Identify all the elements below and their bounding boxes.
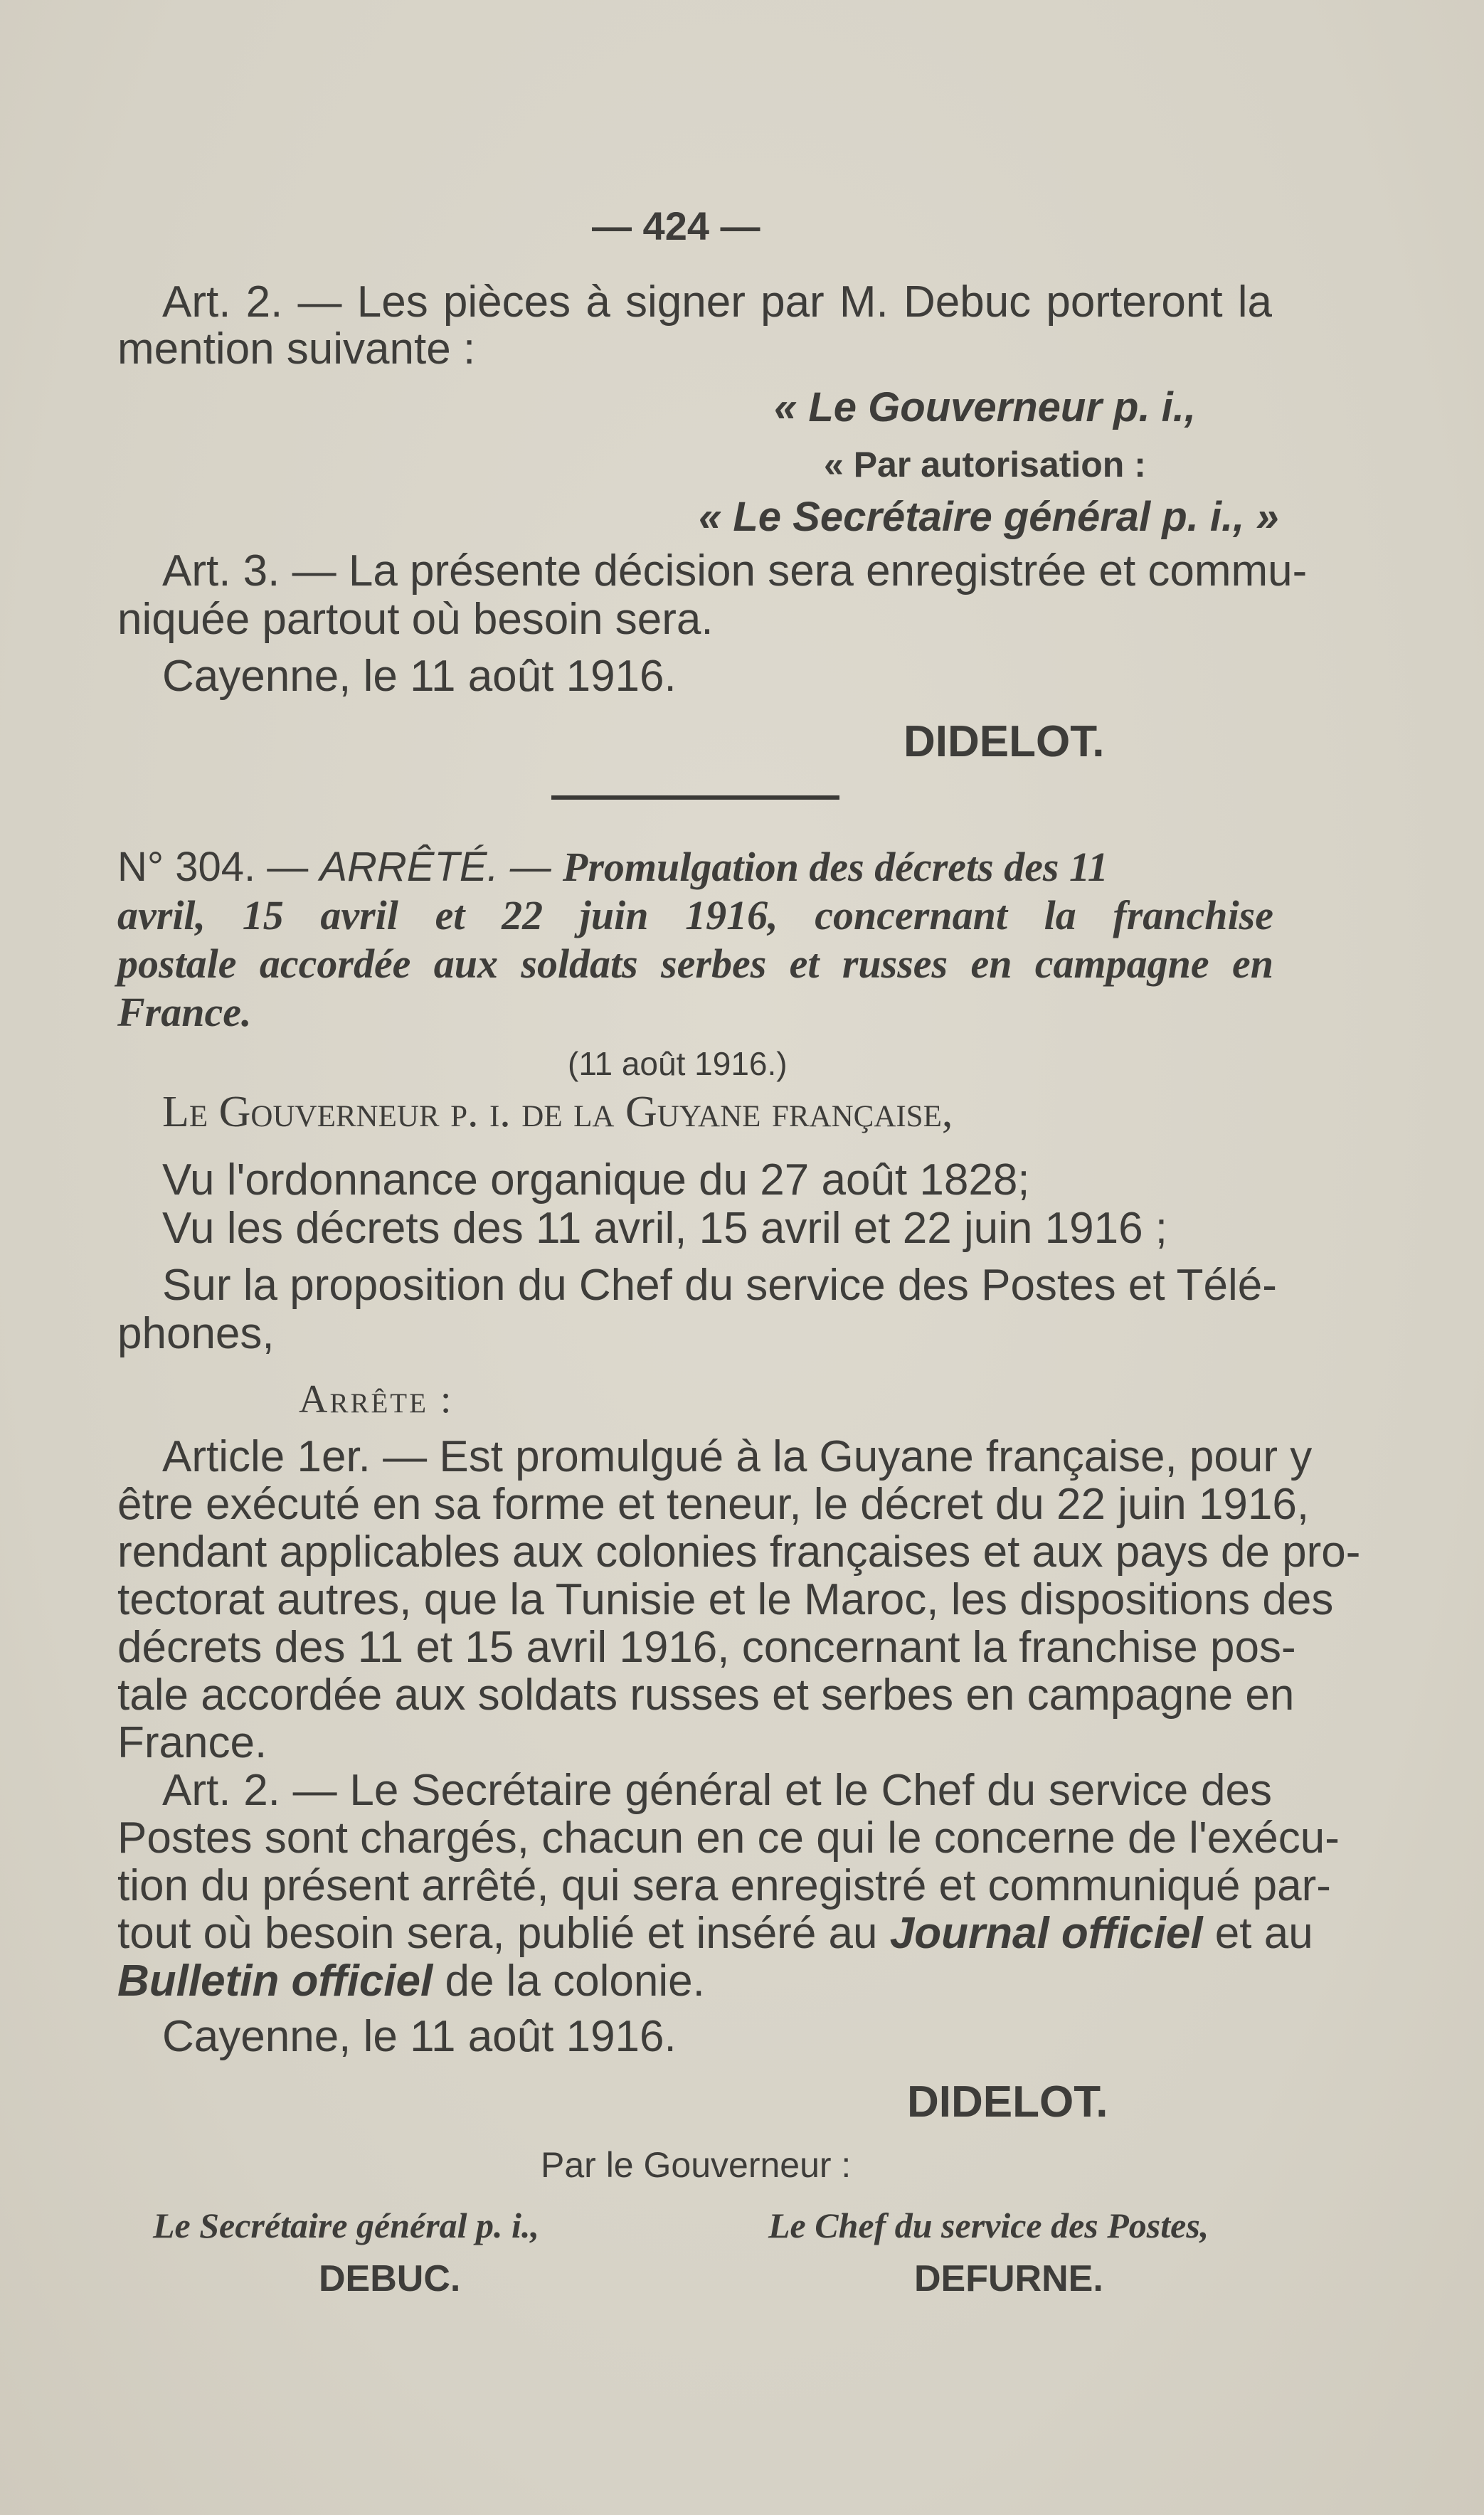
arrete-subject-1: Promulgation des décrets des 11 [562,844,1108,890]
page-number: — 424 — [592,203,760,248]
arrete-title: ARRÊTÉ. — [319,844,563,890]
article1-line3: rendant applicables aux colonies françaises et aux pays de pro- [117,1527,1361,1577]
countersign-left-name: DEBUC. [319,2258,461,2299]
arrete-heading-line2: avril, 15 avril et 22 juin 1916, concernant la franchise [117,892,1273,938]
article1-line1: Article 1er. — Est promulgué à la Guyane française, pour y [162,1432,1313,1481]
decision-art3-line1: Art. 3. — La présente décision sera enregistrée et commu- [162,546,1308,595]
arrete-place-date: Cayenne, le 11 août 1916. [162,2012,677,2061]
bulletin-officiel: Bulletin officiel [117,1957,433,2006]
decision-art2-line1: Art. 2. — Les pièces à signer par M. Debuc porteront la [162,277,1272,327]
arrete-number: N° 304. — [117,844,320,890]
mention-gouverneur: « Le Gouverneur p. i., [774,384,1197,430]
mention-secretaire: « Le Secrétaire général p. i., » [699,494,1279,540]
arrete-vu-ordonnance: Vu l'ordonnance organique du 27 août 1828; [162,1155,1030,1204]
article1-line5: décrets des 11 et 15 avril 1916, concernant la franchise pos- [117,1623,1296,1672]
countersign-right-name: DEFURNE. [914,2258,1103,2299]
arrete-sur-line1: Sur la proposition du Chef du service des Postes et Télé- [162,1261,1277,1310]
article2-text-end: et au [1202,1909,1313,1958]
arrete-date: (11 août 1916.) [568,1045,788,1082]
arrete-vu-decrets: Vu les décrets des 11 avril, 15 avril et 22 juin 1916 ; [162,1204,1168,1253]
decision-place-date: Cayenne, le 11 août 1916. [162,652,677,701]
article2-line3: tion du présent arrêté, qui sera enregistré et communiqué par- [117,1861,1331,1910]
arrete-heading-line1 [117,844,1273,891]
article2-tail: de la colonie. [433,1957,705,2006]
arrete-sur-line2: phones, [117,1309,275,1358]
countersign-left-title: Le Secrétaire général p. i., [153,2206,539,2245]
article2-line5 [117,1958,705,2005]
decision-signature: DIDELOT. [903,717,1105,766]
article2-line2: Postes sont chargés, chacun en ce qui le concerne de l'exécu- [117,1814,1340,1863]
arrete-signature: DIDELOT. [907,2077,1108,2127]
article2-line1: Art. 2. — Le Secrétaire général et le Chef du service des [162,1766,1272,1815]
article1-line6: tale accordée aux soldats russes et serbes en campagne en [117,1671,1295,1720]
arrete-issuer: Le Gouverneur p. i. de la Guyane française, [162,1088,953,1136]
article2-line4 [117,1909,1313,1958]
article1-line2: être exécuté en sa forme et teneur, le décret du 22 juin 1916, [117,1480,1310,1529]
article2-text: tout où besoin sera, publié et inséré au [117,1909,890,1958]
arrete-heading-line3: postale accordée aux soldats serbes et russes en campagne en [117,941,1273,987]
decision-art3-line2: niquée partout où besoin sera. [117,595,714,644]
arrete-heading-line4: France. [117,989,252,1035]
separator-rule [551,795,839,800]
article1-line7: France. [117,1718,267,1767]
article1-line4: tectorat autres, que la Tunisie et le Maroc, les dispositions des [117,1575,1334,1624]
par-le-gouverneur: Par le Gouverneur : [541,2145,852,2185]
countersign-right-title: Le Chef du service des Postes, [768,2206,1209,2245]
mention-autorisation: « Par autorisation : [824,445,1146,485]
arrete-word: Arrête : [299,1377,454,1421]
decision-art2-line2: mention suivante : [117,324,476,374]
journal-officiel: Journal officiel [889,1909,1203,1958]
